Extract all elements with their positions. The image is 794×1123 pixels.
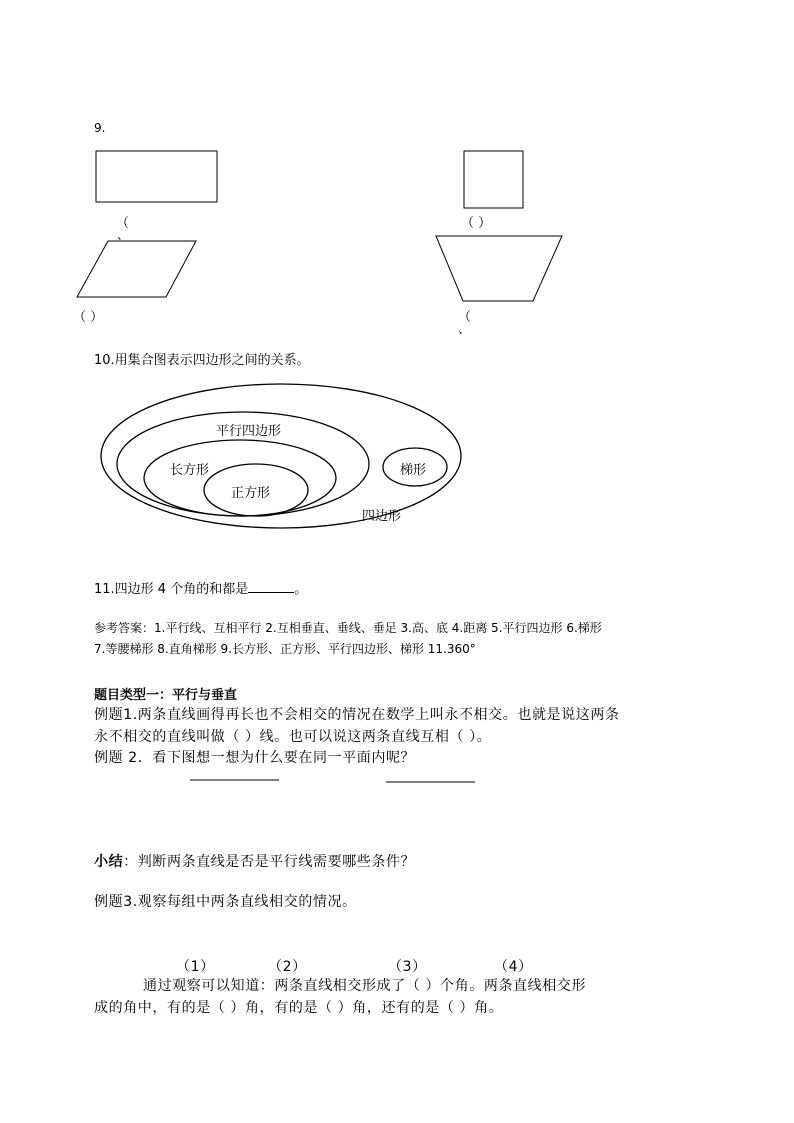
group-label-4: （4） <box>494 959 533 975</box>
example2-text: 例题 2．看下图想一想为什么要在同一平面内呢？ <box>94 750 416 766</box>
label-parallelogram: 平行四边形 <box>216 424 282 439</box>
conclusion-line1: 通过观察可以知道：两条直线相交形成了（ ）个角。两条直线相交形 <box>143 978 587 994</box>
label-square: 正方形 <box>231 486 271 501</box>
example1-line2: 永不相交的直线叫做（ ）线。也可以说这两条直线互相（ ）。 <box>94 729 492 745</box>
q11-blank[interactable] <box>248 580 294 593</box>
section-title: 题目类型一：平行与垂直 <box>94 688 238 703</box>
summary-label: 小结 <box>94 854 124 870</box>
q9-number: 9. <box>94 121 106 135</box>
q9-paren-parallelogram: （ ） <box>73 310 104 325</box>
example1-line1: 例题1.两条直线画得再长也不会相交的情况在数学上叫永不相交。也就是说这两条 <box>94 707 620 723</box>
label-quadrilateral: 四边形 <box>362 509 402 524</box>
label-trapezoid: 梯形 <box>400 463 427 478</box>
group-label-1: （1） <box>176 959 215 975</box>
group-label-3: （3） <box>388 959 427 975</box>
q11-end: 。 <box>294 582 308 597</box>
label-rectangle: 长方形 <box>170 463 210 478</box>
conclusion-line2: 成的角中，有的是（ ）角，有的是（ ）角，还有的是（ ）角。 <box>94 1000 504 1016</box>
q11-line <box>94 578 307 597</box>
rectangle-ellipse <box>144 440 336 516</box>
summary-line <box>94 851 415 871</box>
parallelogram-shape <box>77 241 196 297</box>
summary-text: ：判断两条直线是否是平行线需要哪些条件？ <box>123 854 416 870</box>
group-label-2: （2） <box>268 959 307 975</box>
q9-paren-rect: （ <box>116 216 130 231</box>
answers-line2: 7.等腰梯形 8.直角梯形 9.长方形、正方形、平行四边形、梯形 11.360° <box>94 642 476 656</box>
q10-text: 10.用集合图表示四边形之间的关系。 <box>94 353 310 368</box>
square-shape <box>464 151 523 208</box>
q9-paren-trapezoid: （ <box>458 310 472 325</box>
q9-paren-rect-mark: 、 <box>117 228 130 242</box>
answers-line1: 参考答案：1.平行线、互相平行 2.互相垂直、垂线、垂足 3.高、底 4.距离 5.平行四边形 6.梯形 <box>94 621 602 635</box>
rectangle-shape <box>96 151 217 202</box>
trapezoid-shape <box>436 236 562 301</box>
quadrilateral-ellipse <box>101 384 461 528</box>
example3-text: 例题3.观察每组中两条直线相交的情况。 <box>94 894 357 910</box>
q9-paren-trapezoid-mark: 、 <box>458 322 471 336</box>
q9-paren-square: （ ） <box>461 216 492 231</box>
q11-text: 11.四边形 4 个角的和都是 <box>94 582 249 597</box>
